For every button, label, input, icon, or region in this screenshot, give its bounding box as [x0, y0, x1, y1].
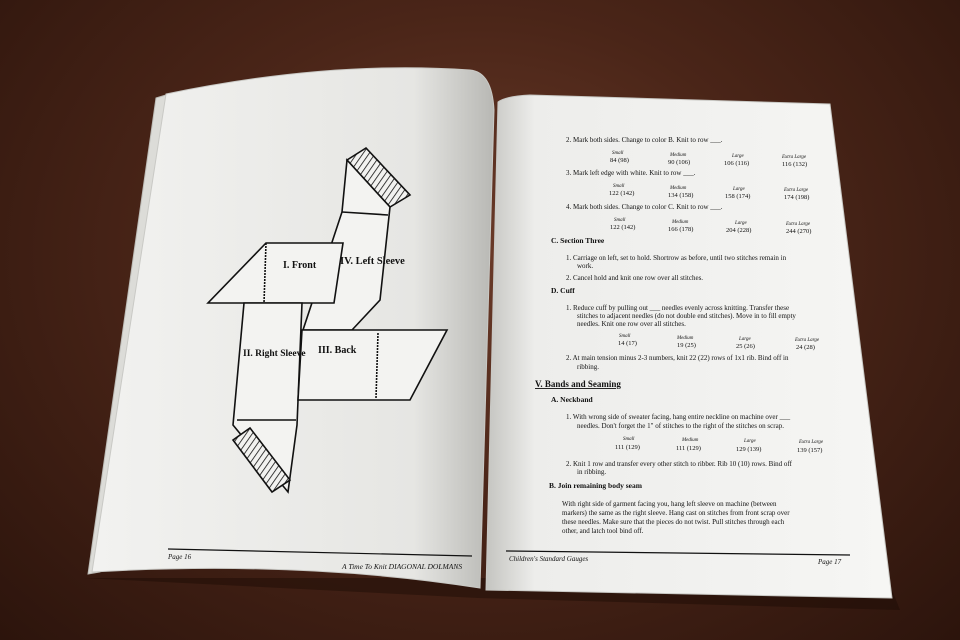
- neckband-step-2: 2. Knit 1 row and transfer every other stitch to ribber. Rib 10 (10) rows. Bind off: [566, 460, 792, 468]
- step-2-text: 2. Mark both sides. Change to color B. Knit to row ___.: [566, 136, 723, 144]
- size-label: Small: [612, 151, 624, 156]
- size-value: 158 (174): [725, 193, 751, 200]
- right-sleeve-label: II. Right Sleeve: [243, 349, 306, 359]
- bands-seaming-heading: V. Bands and Seaming: [535, 379, 621, 389]
- size-label: Medium: [670, 153, 687, 158]
- size-label: Large: [733, 187, 745, 192]
- join-seam-line: other, and latch tool bind off.: [562, 527, 644, 535]
- neckband-step-1-cont: needles. Don't forget the 1" of stitches to the right of the stitches on scrap.: [577, 422, 784, 430]
- size-value: 244 (270): [786, 228, 812, 235]
- size-value: 111 (129): [615, 444, 640, 451]
- front-label: I. Front: [283, 260, 317, 271]
- size-label: Extra Large: [784, 188, 809, 193]
- cuff-heading: D. Cuff: [551, 286, 575, 295]
- size-label: Large: [735, 221, 747, 226]
- step-3-text: 3. Mark left edge with white. Knit to row ___.: [566, 169, 696, 177]
- size-label: Large: [732, 154, 744, 159]
- section-three-step-2: 2. Cancel hold and knit one row over all stitches.: [566, 274, 704, 282]
- size-value: 204 (228): [726, 227, 752, 234]
- size-label: Extra Large: [795, 338, 820, 343]
- size-value: 19 (25): [677, 342, 696, 349]
- size-label: Medium: [682, 438, 699, 443]
- size-value: 106 (116): [724, 160, 750, 167]
- size-label: Medium: [670, 186, 687, 191]
- size-label: Small: [613, 184, 625, 189]
- cuff-step-1-cont: stitches to adjacent needles (do not double end stitches). Move in to fill empty: [577, 312, 796, 320]
- left-page-number: Page 16: [168, 553, 192, 561]
- step-4-text: 4. Mark both sides. Change to color C. Knit to row ___.: [566, 203, 723, 211]
- cuff-step-2: 2. At main tension minus 2-3 numbers, knit 22 (22) rows of 1x1 rib. Bind off in: [566, 354, 789, 362]
- left-sleeve-label: IV. Left Sleeve: [340, 256, 405, 267]
- section-three-heading: C. Section Three: [551, 236, 605, 245]
- size-label: Small: [614, 218, 626, 223]
- neckband-heading: A. Neckband: [551, 395, 593, 404]
- size-label: Medium: [677, 336, 694, 341]
- size-label: Extra Large: [782, 155, 807, 160]
- size-value: 122 (142): [609, 190, 635, 197]
- size-value: 25 (26): [736, 343, 755, 350]
- size-label: Extra Large: [799, 440, 824, 445]
- size-value: 90 (106): [668, 159, 691, 166]
- size-label: Small: [619, 334, 631, 339]
- neckband-step-1: 1. With wrong side of sweater facing, hang entire neckline on machine over ___: [566, 413, 791, 421]
- size-value: 14 (17): [618, 340, 637, 347]
- size-label: Large: [744, 439, 756, 444]
- join-seam-line: these needles. Make sure that the pieces do not twist. Pull stitches through each: [562, 518, 785, 526]
- left-page-footer-title: A Time To Knit DIAGONAL DOLMANS: [342, 562, 463, 571]
- size-label: Medium: [672, 220, 689, 225]
- neckband-step-2-cont: in ribbing.: [577, 468, 607, 476]
- size-value: 129 (139): [736, 446, 762, 453]
- section-three-step-1-cont: work.: [577, 262, 594, 270]
- size-label: Extra Large: [786, 222, 811, 227]
- size-value: 166 (178): [668, 226, 694, 233]
- size-value: 116 (132): [782, 161, 808, 168]
- cuff-step-1: 1. Reduce cuff by pulling out ___ needles evenly across knitting. Transfer these: [566, 304, 790, 312]
- size-value: 84 (98): [610, 157, 629, 164]
- size-label: Small: [623, 437, 635, 442]
- cuff-step-2-cont: ribbing.: [577, 363, 599, 371]
- size-value: 139 (157): [797, 447, 823, 454]
- size-value: 122 (142): [610, 224, 636, 231]
- right-page-number: Page 17: [818, 558, 842, 566]
- section-three-step-1: 1. Carriage on left, set to hold. Shortrow as before, until two stitches remain in: [566, 254, 787, 262]
- size-value: 174 (198): [784, 194, 810, 201]
- join-seam-heading: B. Join remaining body seam: [549, 481, 642, 490]
- size-value: 24 (28): [796, 344, 815, 351]
- back-label: III. Back: [318, 345, 357, 356]
- join-seam-line: markers) the same as the right sleeve. Hang cast on stitches from front scrap over: [562, 509, 790, 517]
- right-footer-title: Children's Standard Gauges: [509, 555, 589, 563]
- cuff-step-1-cont2: needles. Knit one row over all stitches.: [577, 320, 686, 328]
- size-label: Large: [739, 337, 751, 342]
- join-seam-line: With right side of garment facing you, hang left sleeve on machine (between: [562, 500, 777, 508]
- size-value: 111 (129): [676, 445, 701, 452]
- size-value: 134 (158): [668, 192, 694, 199]
